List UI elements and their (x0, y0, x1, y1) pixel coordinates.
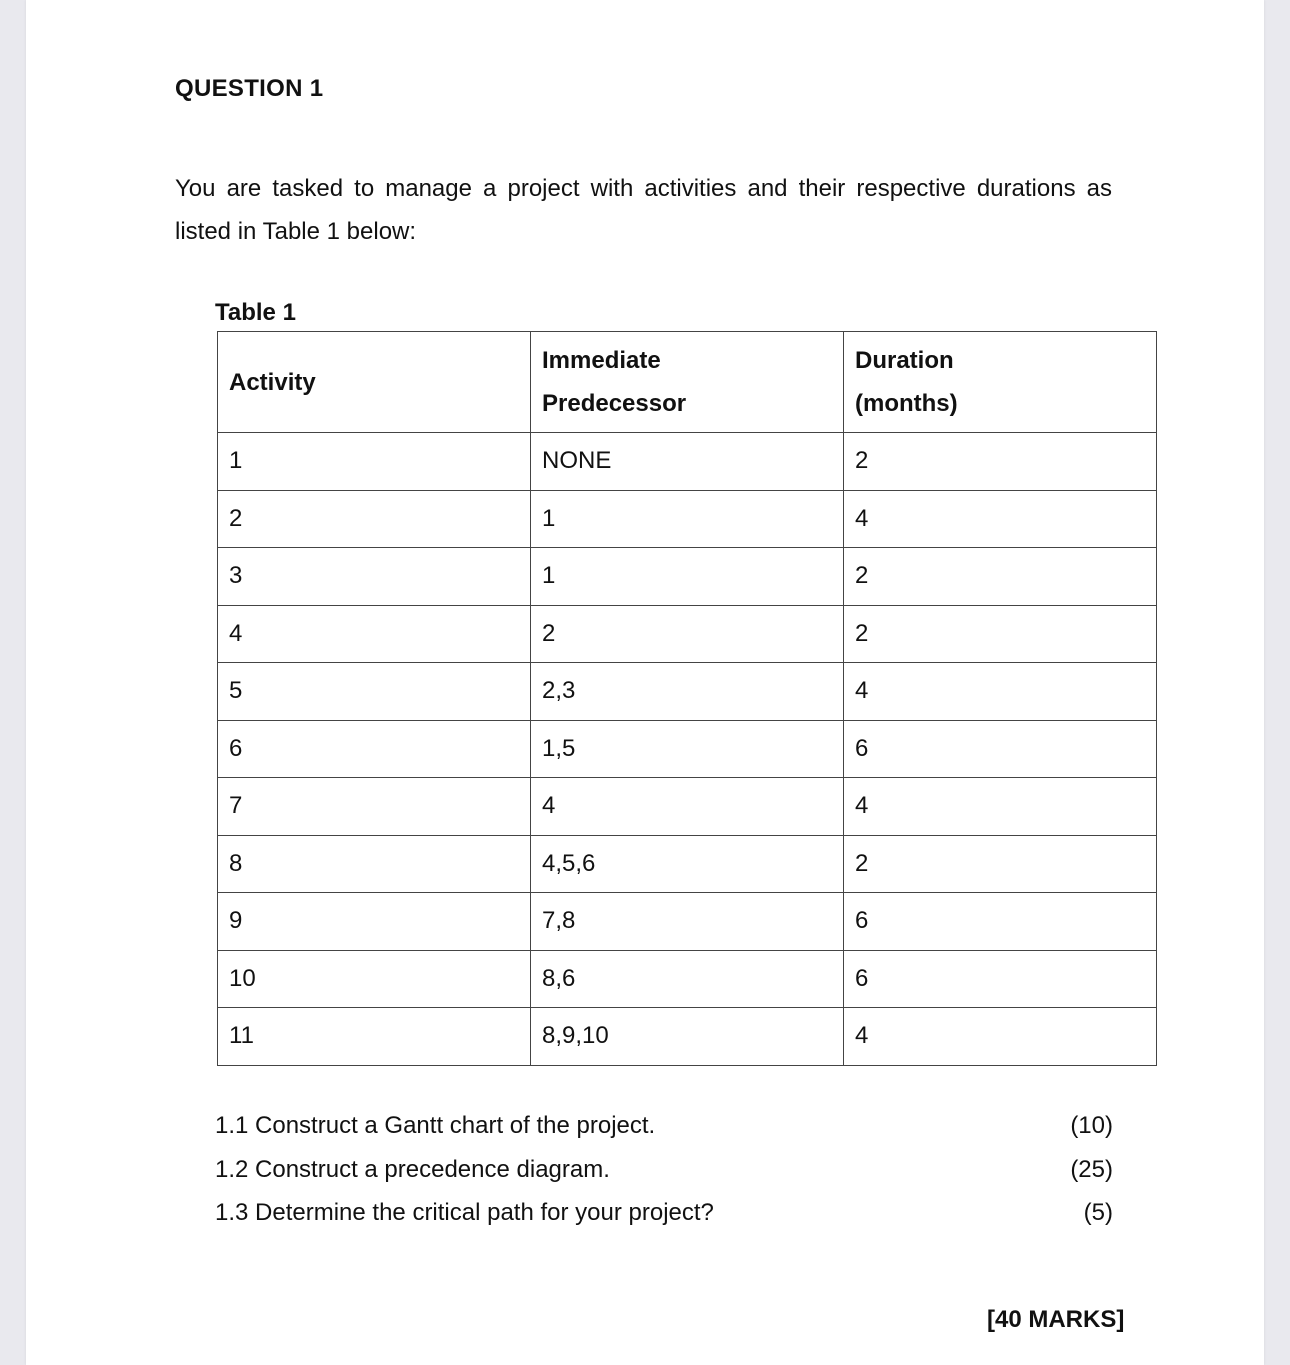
cell-duration: 6 (844, 893, 1157, 951)
header-predecessor-line2: Predecessor (542, 390, 687, 417)
table-row (218, 835, 1157, 893)
intro-paragraph: You are tasked to manage a project with activities and their respective durations as listed in Table 1 below: (175, 175, 1112, 245)
cell-duration: 4 (844, 778, 1157, 836)
activities-table (217, 331, 1157, 1066)
cell-activity: 10 (218, 950, 531, 1008)
cell-predecessor: 4,5,6 (531, 835, 844, 893)
cell-duration: 2 (844, 548, 1157, 606)
table-row (218, 720, 1157, 778)
table-row (218, 605, 1157, 663)
cell-predecessor: 7,8 (531, 893, 844, 951)
sub-question-marks: (25) (1070, 1155, 1113, 1183)
table-row (218, 663, 1157, 721)
cell-activity: 3 (218, 548, 531, 606)
cell-duration: 2 (844, 605, 1157, 663)
cell-predecessor: 1 (531, 548, 844, 606)
header-activity-label: Activity (229, 368, 316, 396)
cell-predecessor: 8,9,10 (531, 1008, 844, 1066)
sub-question-marks: (10) (1070, 1112, 1113, 1139)
cell-activity: 4 (218, 605, 531, 663)
header-activity (218, 332, 531, 433)
header-duration-line2: (months) (855, 390, 958, 417)
cell-duration: 4 (844, 663, 1157, 721)
cell-activity: 5 (218, 663, 531, 721)
cell-predecessor: 4 (531, 778, 844, 836)
sub-question-text: 1.3 Determine the critical path for your project? (215, 1199, 714, 1226)
header-predecessor-line1: Immediate (542, 347, 661, 374)
cell-duration: 4 (844, 1008, 1157, 1066)
cell-duration: 6 (844, 720, 1157, 778)
cell-predecessor: 1 (531, 490, 844, 548)
table-caption: Table 1 (215, 299, 296, 326)
table-row (218, 490, 1157, 548)
sub-question-marks: (5) (1083, 1199, 1113, 1226)
cell-duration: 2 (844, 835, 1157, 893)
table-row (218, 1008, 1157, 1066)
cell-activity: 7 (218, 778, 531, 836)
header-duration-line1: Duration (855, 347, 954, 374)
sub-question (215, 1104, 1113, 1148)
table-row (218, 433, 1157, 491)
cell-predecessor: 2,3 (531, 663, 844, 721)
sub-question-text: 1.1 Construct a Gantt chart of the project. (215, 1112, 656, 1139)
sub-questions-list (215, 1104, 1113, 1235)
cell-duration: 2 (844, 433, 1157, 491)
table-row (218, 950, 1157, 1008)
table-header-row (218, 332, 1157, 433)
cell-predecessor: NONE (531, 433, 844, 491)
cell-activity: 1 (218, 433, 531, 491)
cell-activity: 11 (218, 1008, 531, 1066)
cell-duration: 6 (844, 950, 1157, 1008)
sub-question (215, 1191, 1113, 1235)
cell-activity: 2 (218, 490, 531, 548)
table-row (218, 548, 1157, 606)
cell-predecessor: 8,6 (531, 950, 844, 1008)
document-page (26, 0, 1264, 1365)
cell-activity: 9 (218, 893, 531, 951)
cell-activity: 6 (218, 720, 531, 778)
total-marks: [40 MARKS] (987, 1306, 1125, 1333)
sub-question (215, 1148, 1113, 1192)
table-row (218, 778, 1157, 836)
question-title: QUESTION 1 (175, 75, 324, 102)
cell-predecessor: 1,5 (531, 720, 844, 778)
cell-activity: 8 (218, 835, 531, 893)
header-duration (844, 332, 1157, 433)
cell-predecessor: 2 (531, 605, 844, 663)
header-predecessor (531, 332, 844, 433)
sub-question-text: 1.2 Construct a precedence diagram. (215, 1155, 610, 1183)
cell-duration: 4 (844, 490, 1157, 548)
table-row (218, 893, 1157, 951)
